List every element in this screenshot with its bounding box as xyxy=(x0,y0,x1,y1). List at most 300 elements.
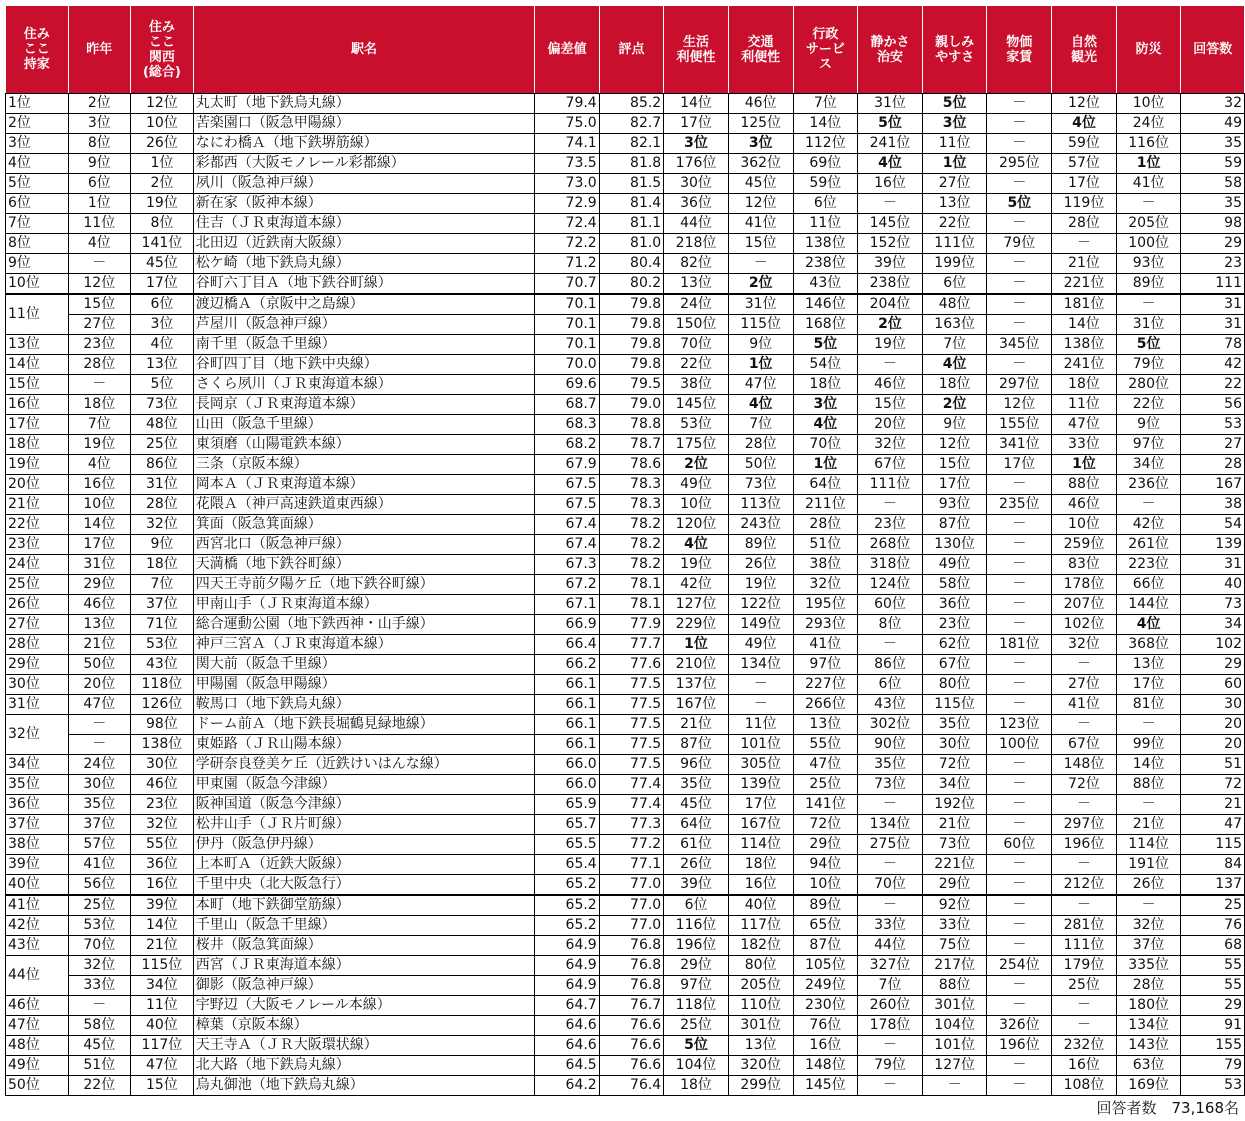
cell-disaster-prevention: 89位 xyxy=(1116,274,1181,295)
cell-rank-holder: 23位 xyxy=(6,535,69,555)
table-row xyxy=(6,775,1245,795)
cell-administrative-services: 112位 xyxy=(793,134,858,154)
cell-deviation-value: 65.5 xyxy=(535,835,599,855)
cell-kansai-overall-rank: 37位 xyxy=(131,595,194,615)
cell-last-year-rank: 18位 xyxy=(68,395,131,415)
table-body xyxy=(6,94,1245,1096)
table-row xyxy=(6,274,1245,295)
cell-transport-convenience: 149位 xyxy=(728,615,793,635)
cell-disaster-prevention: 223位 xyxy=(1116,555,1181,575)
cell-transport-convenience: 7位 xyxy=(728,415,793,435)
cell-disaster-prevention: 37位 xyxy=(1116,936,1181,956)
table-row xyxy=(6,815,1245,835)
cell-station-name: なにわ橋Ａ（地下鉄堺筋線） xyxy=(193,134,534,154)
cell-rank-holder: 30位 xyxy=(6,675,69,695)
cell-score: 78.1 xyxy=(599,595,663,615)
cell-disaster-prevention: 5位 xyxy=(1116,335,1181,355)
cell-station-name: 芦屋川（阪急神戸線） xyxy=(193,315,534,335)
cell-administrative-services: 51位 xyxy=(793,535,858,555)
cell-quietness-safety: － xyxy=(858,1076,923,1096)
cell-score: 81.4 xyxy=(599,194,663,214)
header-deviation-value: 偏差値 xyxy=(535,6,599,94)
cell-last-year-rank: 3位 xyxy=(68,114,131,134)
cell-deviation-value: 72.9 xyxy=(535,194,599,214)
cell-last-year-rank: 11位 xyxy=(68,214,131,234)
cell-friendliness: 34位 xyxy=(922,775,987,795)
cell-rank-holder: 49位 xyxy=(6,1056,69,1076)
cell-quietness-safety: 20位 xyxy=(858,415,923,435)
cell-kansai-overall-rank: 34位 xyxy=(131,976,194,996)
cell-deviation-value: 70.0 xyxy=(535,355,599,375)
cell-station-name: 苦楽園口（阪急甲陽線） xyxy=(193,114,534,134)
cell-disaster-prevention: 99位 xyxy=(1116,735,1181,755)
cell-administrative-services: 72位 xyxy=(793,815,858,835)
cell-transport-convenience: 139位 xyxy=(728,775,793,795)
cell-last-year-rank: 14位 xyxy=(68,515,131,535)
cell-friendliness: 7位 xyxy=(922,335,987,355)
cell-disaster-prevention: 26位 xyxy=(1116,875,1181,896)
cell-transport-convenience: － xyxy=(728,695,793,715)
table-row xyxy=(6,795,1245,815)
cell-last-year-rank: 70位 xyxy=(68,936,131,956)
cell-response-count: 34 xyxy=(1181,615,1245,635)
cell-nature-tourism: 59位 xyxy=(1052,134,1117,154)
cell-score: 77.7 xyxy=(599,635,663,655)
cell-transport-convenience: 11位 xyxy=(728,715,793,735)
cell-friendliness: 127位 xyxy=(922,1056,987,1076)
cell-response-count: 59 xyxy=(1181,154,1245,174)
cell-kansai-overall-rank: 9位 xyxy=(131,535,194,555)
cell-deviation-value: 64.7 xyxy=(535,996,599,1016)
cell-response-count: 60 xyxy=(1181,675,1245,695)
cell-living-convenience: 120位 xyxy=(664,515,729,535)
cell-friendliness: 3位 xyxy=(922,114,987,134)
table-row xyxy=(6,1036,1245,1056)
cell-station-name: 阪神国道（阪急今津線） xyxy=(193,795,534,815)
cell-deviation-value: 70.1 xyxy=(535,294,599,315)
cell-nature-tourism: 179位 xyxy=(1052,956,1117,976)
cell-score: 77.0 xyxy=(599,875,663,896)
cell-quietness-safety: 241位 xyxy=(858,134,923,154)
cell-response-count: 47 xyxy=(1181,815,1245,835)
cell-disaster-prevention: 34位 xyxy=(1116,455,1181,475)
cell-score: 85.2 xyxy=(599,94,663,114)
cell-last-year-rank: 56位 xyxy=(68,875,131,896)
cell-disaster-prevention: 42位 xyxy=(1116,515,1181,535)
cell-transport-convenience: 46位 xyxy=(728,94,793,114)
cell-response-count: 49 xyxy=(1181,114,1245,134)
cell-response-count: 31 xyxy=(1181,555,1245,575)
cell-last-year-rank: 15位 xyxy=(68,294,131,315)
cell-response-count: 31 xyxy=(1181,315,1245,335)
cell-nature-tourism: 16位 xyxy=(1052,1056,1117,1076)
cell-response-count: 30 xyxy=(1181,695,1245,715)
cell-quietness-safety: － xyxy=(858,194,923,214)
cell-deviation-value: 70.1 xyxy=(535,335,599,355)
cell-administrative-services: 1位 xyxy=(793,455,858,475)
cell-response-count: 53 xyxy=(1181,1076,1245,1096)
cell-disaster-prevention: 169位 xyxy=(1116,1076,1181,1096)
cell-quietness-safety: 318位 xyxy=(858,555,923,575)
cell-response-count: 68 xyxy=(1181,936,1245,956)
cell-disaster-prevention: 134位 xyxy=(1116,1016,1181,1036)
cell-friendliness: 6位 xyxy=(922,274,987,295)
cell-quietness-safety: － xyxy=(858,895,923,916)
header-last-year-rank: 昨年 xyxy=(68,6,131,94)
table-row xyxy=(6,395,1245,415)
cell-last-year-rank: 27位 xyxy=(68,315,131,335)
cell-deviation-value: 68.2 xyxy=(535,435,599,455)
cell-prices-rent: 17位 xyxy=(987,455,1052,475)
cell-transport-convenience: 45位 xyxy=(728,174,793,194)
cell-administrative-services: 97位 xyxy=(793,655,858,675)
cell-score: 77.4 xyxy=(599,795,663,815)
cell-kansai-overall-rank: 1位 xyxy=(131,154,194,174)
table-row xyxy=(6,194,1245,214)
cell-deviation-value: 64.6 xyxy=(535,1016,599,1036)
cell-disaster-prevention: 205位 xyxy=(1116,214,1181,234)
cell-rank-holder: 47位 xyxy=(6,1016,69,1036)
cell-deviation-value: 67.3 xyxy=(535,555,599,575)
cell-kansai-overall-rank: 16位 xyxy=(131,875,194,896)
cell-disaster-prevention: 144位 xyxy=(1116,595,1181,615)
cell-response-count: 54 xyxy=(1181,515,1245,535)
cell-quietness-safety: 90位 xyxy=(858,735,923,755)
cell-response-count: 42 xyxy=(1181,355,1245,375)
cell-kansai-overall-rank: 13位 xyxy=(131,355,194,375)
cell-friendliness: 115位 xyxy=(922,695,987,715)
cell-prices-rent: 155位 xyxy=(987,415,1052,435)
cell-last-year-rank: － xyxy=(68,715,131,735)
table-row xyxy=(6,94,1245,114)
cell-rank-holder: 40位 xyxy=(6,875,69,896)
cell-score: 77.5 xyxy=(599,735,663,755)
cell-station-name: ドーム前Ａ（地下鉄長堀鶴見緑地線） xyxy=(193,715,534,735)
cell-living-convenience: 5位 xyxy=(664,1036,729,1056)
cell-score: 76.4 xyxy=(599,1076,663,1096)
cell-rank-holder: 2位 xyxy=(6,114,69,134)
cell-deviation-value: 67.1 xyxy=(535,595,599,615)
cell-nature-tourism: 72位 xyxy=(1052,775,1117,795)
cell-kansai-overall-rank: 18位 xyxy=(131,555,194,575)
cell-station-name: 三条（京阪本線） xyxy=(193,455,534,475)
cell-prices-rent: － xyxy=(987,916,1052,936)
table-row xyxy=(6,294,1245,315)
cell-nature-tourism: － xyxy=(1052,795,1117,815)
cell-deviation-value: 69.6 xyxy=(535,375,599,395)
cell-deviation-value: 65.9 xyxy=(535,795,599,815)
header-nature-tourism: 自然 観光 xyxy=(1052,6,1117,94)
cell-quietness-safety: － xyxy=(858,355,923,375)
cell-rank-holder: 18位 xyxy=(6,435,69,455)
cell-prices-rent: － xyxy=(987,815,1052,835)
cell-kansai-overall-rank: 36位 xyxy=(131,855,194,875)
cell-quietness-safety: 43位 xyxy=(858,695,923,715)
cell-transport-convenience: 19位 xyxy=(728,575,793,595)
cell-living-convenience: 150位 xyxy=(664,315,729,335)
cell-response-count: 32 xyxy=(1181,94,1245,114)
cell-kansai-overall-rank: 141位 xyxy=(131,234,194,254)
cell-station-name: 東姫路（ＪＲ山陽本線） xyxy=(193,735,534,755)
cell-response-count: 102 xyxy=(1181,635,1245,655)
cell-score: 78.2 xyxy=(599,535,663,555)
cell-friendliness: 221位 xyxy=(922,855,987,875)
cell-station-name: 関大前（阪急千里線） xyxy=(193,655,534,675)
cell-friendliness: 12位 xyxy=(922,435,987,455)
cell-nature-tourism: 25位 xyxy=(1052,976,1117,996)
table-row xyxy=(6,695,1245,715)
cell-quietness-safety: 4位 xyxy=(858,154,923,174)
cell-quietness-safety: 145位 xyxy=(858,214,923,234)
cell-station-name: 北田辺（近鉄南大阪線） xyxy=(193,234,534,254)
cell-station-name: 上本町Ａ（近鉄大阪線） xyxy=(193,855,534,875)
table-row xyxy=(6,635,1245,655)
cell-transport-convenience: 40位 xyxy=(728,895,793,916)
cell-disaster-prevention: 10位 xyxy=(1116,94,1181,114)
cell-score: 78.3 xyxy=(599,495,663,515)
cell-score: 76.8 xyxy=(599,936,663,956)
cell-administrative-services: 47位 xyxy=(793,755,858,775)
cell-station-name: 山田（阪急千里線） xyxy=(193,415,534,435)
cell-friendliness: 35位 xyxy=(922,715,987,735)
cell-quietness-safety: － xyxy=(858,795,923,815)
cell-administrative-services: 4位 xyxy=(793,415,858,435)
cell-response-count: 51 xyxy=(1181,755,1245,775)
cell-disaster-prevention: 100位 xyxy=(1116,234,1181,254)
table-row xyxy=(6,875,1245,896)
cell-kansai-overall-rank: 11位 xyxy=(131,996,194,1016)
cell-rank-holder: 15位 xyxy=(6,375,69,395)
cell-response-count: 84 xyxy=(1181,855,1245,875)
cell-friendliness: 1位 xyxy=(922,154,987,174)
cell-kansai-overall-rank: 55位 xyxy=(131,835,194,855)
cell-living-convenience: 167位 xyxy=(664,695,729,715)
cell-quietness-safety: 8位 xyxy=(858,615,923,635)
cell-administrative-services: 89位 xyxy=(793,895,858,916)
cell-score: 76.8 xyxy=(599,956,663,976)
cell-rank-holder: 26位 xyxy=(6,595,69,615)
header-friendliness: 親しみ やすさ xyxy=(922,6,987,94)
cell-living-convenience: 104位 xyxy=(664,1056,729,1076)
cell-prices-rent: 60位 xyxy=(987,835,1052,855)
cell-friendliness: 93位 xyxy=(922,495,987,515)
cell-station-name: 長岡京（ＪＲ東海道本線） xyxy=(193,395,534,415)
cell-deviation-value: 68.3 xyxy=(535,415,599,435)
cell-score: 78.1 xyxy=(599,575,663,595)
cell-transport-convenience: 12位 xyxy=(728,194,793,214)
cell-last-year-rank: 35位 xyxy=(68,795,131,815)
cell-prices-rent: － xyxy=(987,94,1052,114)
cell-administrative-services: 10位 xyxy=(793,875,858,896)
cell-last-year-rank: 1位 xyxy=(68,194,131,214)
cell-response-count: 53 xyxy=(1181,415,1245,435)
cell-kansai-overall-rank: 47位 xyxy=(131,1056,194,1076)
cell-deviation-value: 67.9 xyxy=(535,455,599,475)
cell-living-convenience: 24位 xyxy=(664,294,729,315)
cell-administrative-services: 13位 xyxy=(793,715,858,735)
cell-deviation-value: 66.1 xyxy=(535,715,599,735)
cell-friendliness: 67位 xyxy=(922,655,987,675)
cell-living-convenience: 82位 xyxy=(664,254,729,274)
cell-administrative-services: 11位 xyxy=(793,214,858,234)
cell-rank-holder: 34位 xyxy=(6,755,69,775)
cell-score: 78.2 xyxy=(599,555,663,575)
cell-last-year-rank: 21位 xyxy=(68,635,131,655)
cell-disaster-prevention: － xyxy=(1116,294,1181,315)
cell-administrative-services: 148位 xyxy=(793,1056,858,1076)
cell-kansai-overall-rank: 46位 xyxy=(131,775,194,795)
cell-deviation-value: 67.5 xyxy=(535,475,599,495)
cell-station-name: さくら夙川（ＪＲ東海道本線） xyxy=(193,375,534,395)
cell-rank-holder: 22位 xyxy=(6,515,69,535)
cell-friendliness: 4位 xyxy=(922,355,987,375)
table-row xyxy=(6,415,1245,435)
cell-administrative-services: 141位 xyxy=(793,795,858,815)
cell-deviation-value: 79.4 xyxy=(535,94,599,114)
cell-friendliness: 17位 xyxy=(922,475,987,495)
cell-last-year-rank: 12位 xyxy=(68,274,131,295)
cell-administrative-services: 32位 xyxy=(793,575,858,595)
cell-nature-tourism: 212位 xyxy=(1052,875,1117,896)
cell-living-convenience: 96位 xyxy=(664,755,729,775)
cell-kansai-overall-rank: 10位 xyxy=(131,114,194,134)
cell-quietness-safety: 2位 xyxy=(858,315,923,335)
cell-prices-rent: － xyxy=(987,695,1052,715)
header-quietness-safety: 静かさ 治安 xyxy=(858,6,923,94)
cell-friendliness: 163位 xyxy=(922,315,987,335)
cell-kansai-overall-rank: 117位 xyxy=(131,1036,194,1056)
cell-nature-tourism: 108位 xyxy=(1052,1076,1117,1096)
cell-deviation-value: 66.0 xyxy=(535,775,599,795)
cell-station-name: 桜井（阪急箕面線） xyxy=(193,936,534,956)
cell-response-count: 155 xyxy=(1181,1036,1245,1056)
cell-last-year-rank: 20位 xyxy=(68,675,131,695)
cell-nature-tourism: 232位 xyxy=(1052,1036,1117,1056)
cell-friendliness: 22位 xyxy=(922,214,987,234)
cell-deviation-value: 64.2 xyxy=(535,1076,599,1096)
cell-nature-tourism: － xyxy=(1052,1016,1117,1036)
table-row xyxy=(6,515,1245,535)
cell-quietness-safety: 23位 xyxy=(858,515,923,535)
cell-friendliness: 30位 xyxy=(922,735,987,755)
cell-nature-tourism: 11位 xyxy=(1052,395,1117,415)
cell-deviation-value: 67.4 xyxy=(535,535,599,555)
cell-score: 78.7 xyxy=(599,435,663,455)
cell-score: 79.5 xyxy=(599,375,663,395)
cell-prices-rent: 254位 xyxy=(987,956,1052,976)
cell-transport-convenience: 49位 xyxy=(728,635,793,655)
cell-friendliness: 36位 xyxy=(922,595,987,615)
cell-administrative-services: 43位 xyxy=(793,274,858,295)
cell-living-convenience: 127位 xyxy=(664,595,729,615)
cell-response-count: 31 xyxy=(1181,294,1245,315)
cell-kansai-overall-rank: 86位 xyxy=(131,455,194,475)
cell-prices-rent: － xyxy=(987,214,1052,234)
cell-disaster-prevention: 14位 xyxy=(1116,755,1181,775)
cell-nature-tourism: 196位 xyxy=(1052,835,1117,855)
cell-nature-tourism: 111位 xyxy=(1052,936,1117,956)
cell-station-name: 本町（地下鉄御堂筋線） xyxy=(193,895,534,916)
cell-rank-holder: 25位 xyxy=(6,575,69,595)
cell-prices-rent: 341位 xyxy=(987,435,1052,455)
cell-friendliness: 62位 xyxy=(922,635,987,655)
cell-kansai-overall-rank: 32位 xyxy=(131,515,194,535)
cell-nature-tourism: 21位 xyxy=(1052,254,1117,274)
cell-friendliness: 18位 xyxy=(922,375,987,395)
cell-deviation-value: 68.7 xyxy=(535,395,599,415)
cell-quietness-safety: 178位 xyxy=(858,1016,923,1036)
cell-nature-tourism: － xyxy=(1052,234,1117,254)
cell-last-year-rank: 23位 xyxy=(68,335,131,355)
cell-prices-rent: － xyxy=(987,254,1052,274)
cell-deviation-value: 67.5 xyxy=(535,495,599,515)
table-row xyxy=(6,895,1245,916)
cell-response-count: 35 xyxy=(1181,194,1245,214)
table-row xyxy=(6,1016,1245,1036)
cell-quietness-safety: 7位 xyxy=(858,976,923,996)
cell-response-count: 20 xyxy=(1181,715,1245,735)
cell-score: 81.8 xyxy=(599,154,663,174)
cell-friendliness: 217位 xyxy=(922,956,987,976)
cell-friendliness: 75位 xyxy=(922,936,987,956)
cell-living-convenience: 35位 xyxy=(664,775,729,795)
table-row xyxy=(6,315,1245,335)
cell-quietness-safety: 31位 xyxy=(858,94,923,114)
header-rank-holder: 住み ここ 持家 xyxy=(6,6,69,94)
header-administrative-services: 行政 サービ ス xyxy=(793,6,858,94)
cell-response-count: 56 xyxy=(1181,395,1245,415)
cell-administrative-services: 65位 xyxy=(793,916,858,936)
cell-kansai-overall-rank: 14位 xyxy=(131,916,194,936)
cell-response-count: 72 xyxy=(1181,775,1245,795)
cell-prices-rent: － xyxy=(987,936,1052,956)
ranking-table-container xyxy=(5,5,1245,1096)
cell-deviation-value: 72.2 xyxy=(535,234,599,254)
table-row xyxy=(6,715,1245,735)
cell-score: 77.9 xyxy=(599,615,663,635)
cell-nature-tourism: 27位 xyxy=(1052,675,1117,695)
cell-rank-holder: 8位 xyxy=(6,234,69,254)
cell-transport-convenience: 117位 xyxy=(728,916,793,936)
cell-friendliness: 23位 xyxy=(922,615,987,635)
table-row xyxy=(6,174,1245,194)
cell-rank-holder: 36位 xyxy=(6,795,69,815)
cell-rank-holder: 7位 xyxy=(6,214,69,234)
cell-rank-holder: 28位 xyxy=(6,635,69,655)
cell-station-name: 新在家（阪神本線） xyxy=(193,194,534,214)
cell-disaster-prevention: 335位 xyxy=(1116,956,1181,976)
cell-last-year-rank: 32位 xyxy=(68,956,131,976)
cell-score: 76.6 xyxy=(599,1016,663,1036)
cell-station-name: 箕面（阪急箕面線） xyxy=(193,515,534,535)
cell-score: 77.5 xyxy=(599,715,663,735)
cell-rank-holder: 43位 xyxy=(6,936,69,956)
cell-friendliness: 2位 xyxy=(922,395,987,415)
cell-station-name: 松井山手（ＪＲ片町線） xyxy=(193,815,534,835)
cell-transport-convenience: 114位 xyxy=(728,835,793,855)
cell-rank-holder: 50位 xyxy=(6,1076,69,1096)
cell-deviation-value: 65.2 xyxy=(535,916,599,936)
cell-deviation-value: 64.6 xyxy=(535,1036,599,1056)
cell-response-count: 137 xyxy=(1181,875,1245,896)
cell-response-count: 78 xyxy=(1181,335,1245,355)
cell-station-name: 樟葉（京阪本線） xyxy=(193,1016,534,1036)
cell-score: 81.5 xyxy=(599,174,663,194)
cell-nature-tourism: 148位 xyxy=(1052,755,1117,775)
table-row xyxy=(6,475,1245,495)
cell-living-convenience: 2位 xyxy=(664,455,729,475)
cell-score: 79.8 xyxy=(599,315,663,335)
